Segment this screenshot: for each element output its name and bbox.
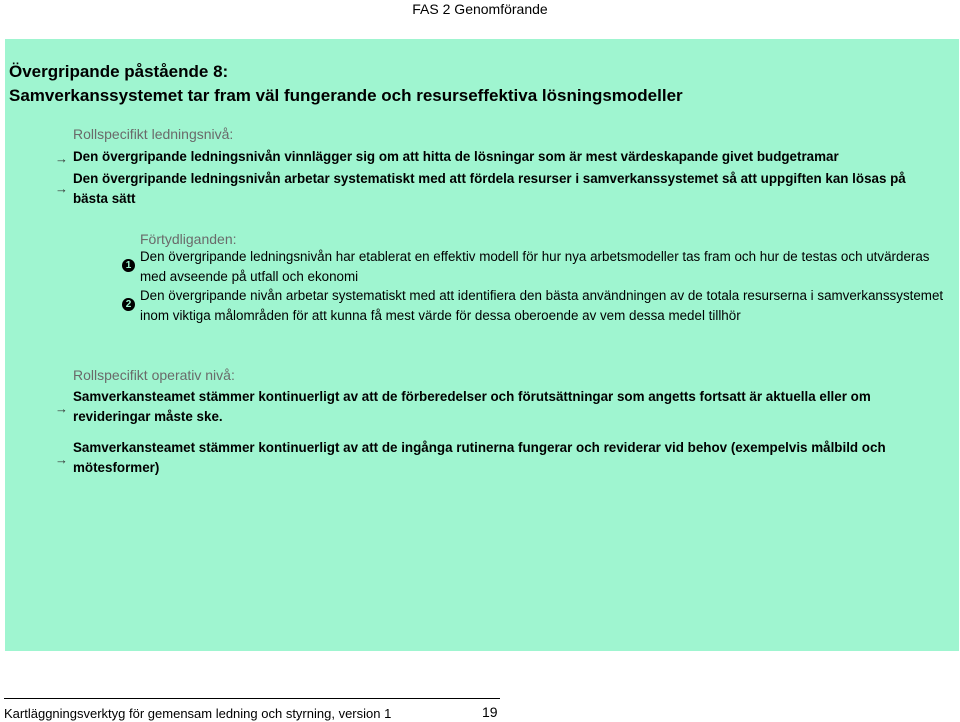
fortydligande-item-1: Den övergripande ledningsnivån har etablerat en effektiv modell för hur nya arbetsmodeller tas fram och hur de testas och utvärderas med avseende på utfall och ekonomi	[140, 249, 930, 284]
footer-divider	[4, 698, 500, 699]
statement-panel	[5, 39, 959, 651]
ledning-heading: Rollspecifikt ledningsnivå:	[73, 126, 234, 142]
page-header: FAS 2 Genomförande	[412, 1, 548, 17]
number-two-icon: 2	[122, 298, 135, 311]
ledning-item-1: Den övergripande ledningsnivån vinnlägger sig om att hitta de lösningar som är mest värdeskapande givet budgetramar	[73, 149, 839, 164]
arrow-right-icon: →	[55, 151, 68, 166]
operativ-heading: Rollspecifikt operativ nivå:	[73, 367, 235, 383]
arrow-right-icon: →	[55, 452, 68, 467]
ledning-item-2: Den övergripande ledningsnivån arbetar systematiskt med att fördela resurser i samverkanssystemet så att uppgiften kan lösas på bästa sätt	[73, 171, 906, 206]
arrow-right-icon: →	[55, 401, 68, 416]
footer-text: Kartläggningsverktyg för gemensam ledning och styrning, version 1	[4, 706, 392, 721]
number-one-icon: 1	[122, 259, 135, 272]
statement-title: Övergripande påstående 8:	[9, 62, 229, 81]
operativ-item-1: Samverkansteamet stämmer kontinuerligt av att de förberedelser och förutsättningar som angetts fortsatt är aktuella eller om revideringar måste ske.	[73, 389, 871, 424]
operativ-item-2: Samverkansteamet stämmer kontinuerligt av att de ingånga rutinerna fungerar och reviderar vid behov (exempelvis målbild och mötesformer)	[73, 440, 886, 475]
page-number: 19	[482, 704, 498, 720]
statement-subtitle: Samverkanssystemet tar fram väl fungerande och resurseffektiva lösningsmodeller	[9, 86, 683, 105]
fortydligande-item-2: Den övergripande nivån arbetar systematiskt med att identifiera den bästa användningen av de totala resurserna i samverkanssystemet inom viktiga målområden för att kunna få mest värde för dessa oberoende av vem dessa medel tillhör	[140, 288, 944, 323]
fortydliganden-heading: Förtydliganden:	[140, 231, 237, 247]
arrow-right-icon: →	[55, 181, 68, 196]
